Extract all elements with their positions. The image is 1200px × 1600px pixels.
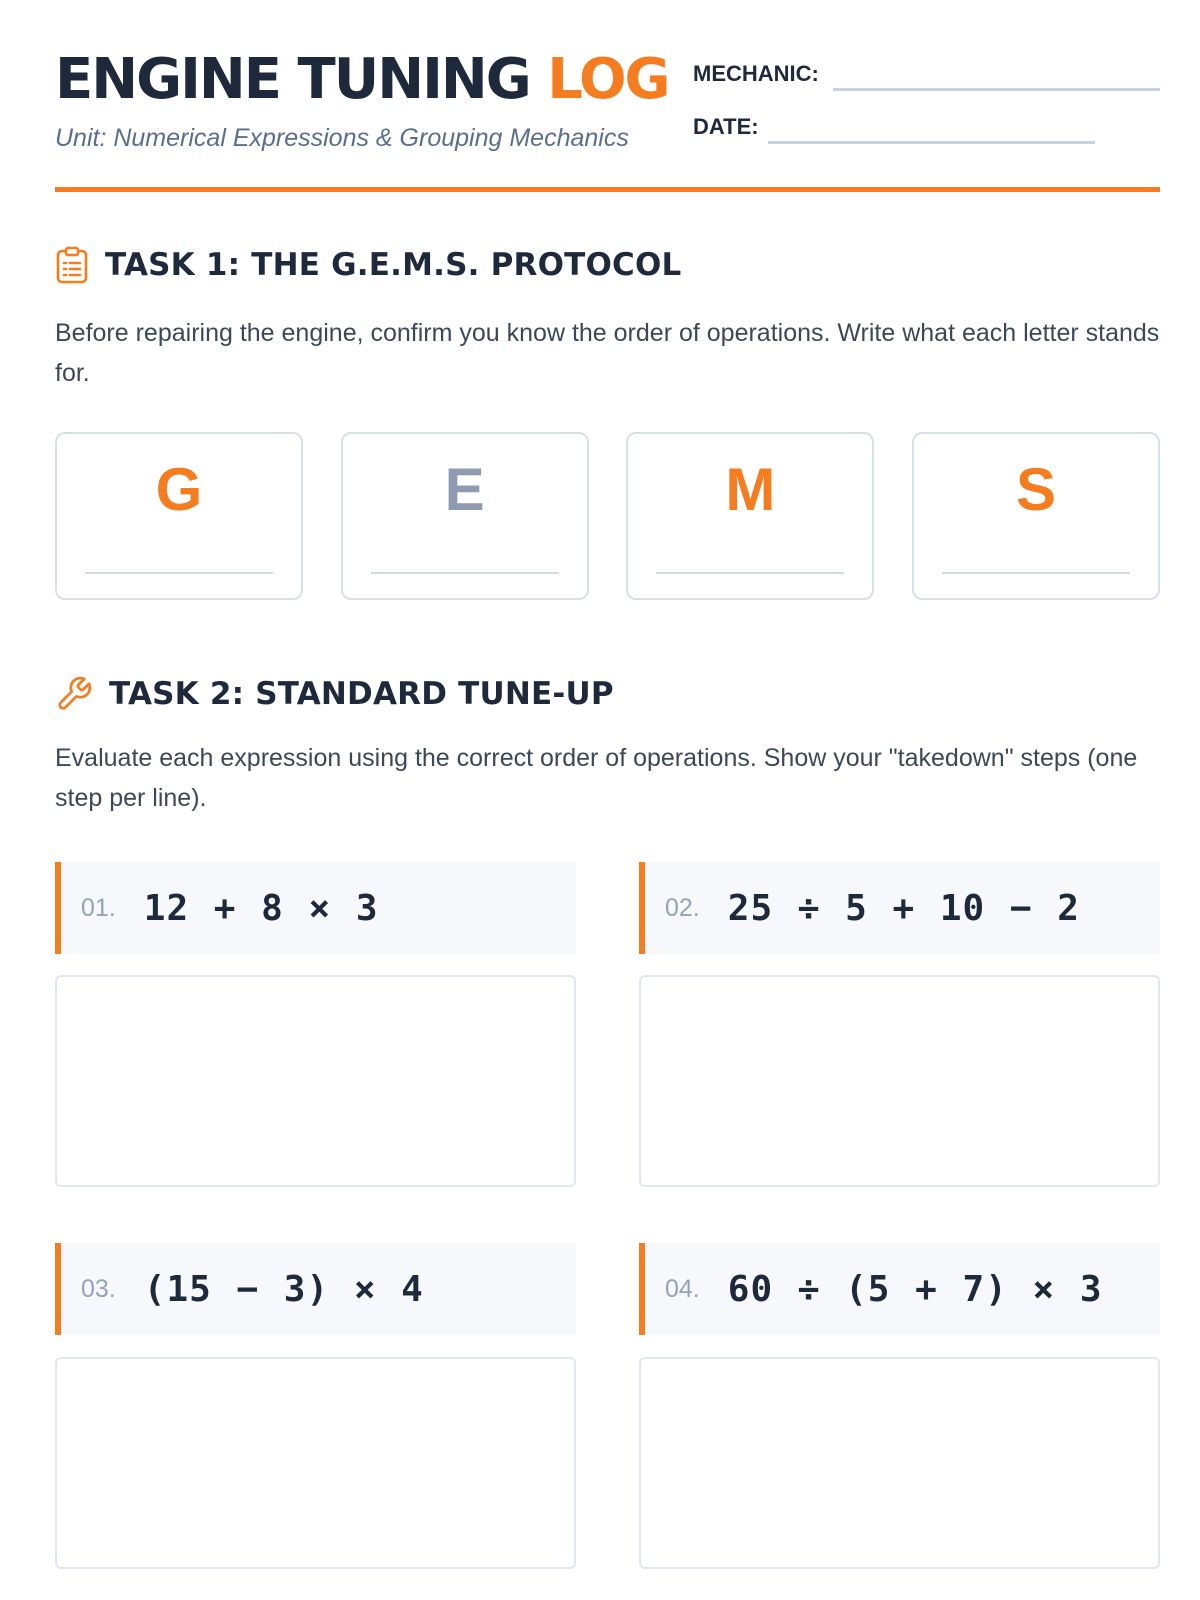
wrench-icon [55, 675, 93, 713]
title-accent: LOG [547, 47, 669, 112]
page-title [55, 47, 669, 112]
task1-heading [55, 246, 682, 284]
gem-answer-line[interactable] [656, 572, 844, 574]
unit-subtitle: Unit: Numerical Expressions & Grouping Mechanics [55, 124, 629, 152]
work-area-1[interactable] [55, 975, 576, 1187]
gem-letter: S [1015, 456, 1056, 523]
problem-header-4 [639, 1243, 1160, 1335]
gem-box-m[interactable] [626, 432, 874, 600]
work-area-3[interactable] [55, 1357, 576, 1569]
worksheet-header [55, 0, 1160, 195]
clipboard-icon [55, 246, 89, 284]
problem-header-1 [55, 862, 576, 954]
gem-letter: E [444, 456, 485, 523]
problem-expression: 60 ÷ (5 + 7) × 3 [727, 1268, 1103, 1310]
task1-title: TASK 1: THE G.E.M.S. PROTOCOL [105, 247, 682, 283]
gem-letter: M [725, 456, 776, 523]
gem-answer-line[interactable] [371, 572, 559, 574]
worksheet-page [55, 0, 1160, 1310]
header-divider [55, 187, 1160, 192]
problem-header-2 [639, 862, 1160, 954]
gem-answer-line[interactable] [85, 572, 273, 574]
mechanic-label: MECHANIC: [693, 61, 819, 86]
date-field[interactable] [768, 141, 1095, 144]
problem-expression: 12 + 8 × 3 [143, 887, 379, 929]
gem-box-e[interactable] [341, 432, 589, 600]
task2-heading [55, 675, 614, 713]
gem-letter: G [155, 456, 203, 523]
task2-title: TASK 2: STANDARD TUNE-UP [109, 676, 614, 712]
task1-description: Before repairing the engine, confirm you know the order of operations. Write what each letter stands for. [55, 319, 1160, 387]
date-label: DATE: [693, 114, 759, 139]
mechanic-field[interactable] [833, 88, 1160, 91]
work-area-2[interactable] [639, 975, 1160, 1187]
problem-number: 02. [665, 893, 700, 922]
title-main: ENGINE TUNING [55, 47, 530, 112]
problem-expression: 25 ÷ 5 + 10 − 2 [727, 887, 1080, 929]
problem-header-3 [55, 1243, 576, 1335]
work-area-4[interactable] [639, 1357, 1160, 1569]
gem-answer-line[interactable] [942, 572, 1130, 574]
problem-expression: (15 − 3) × 4 [143, 1268, 424, 1310]
problem-number: 01. [81, 893, 116, 922]
gem-box-g[interactable] [55, 432, 303, 600]
gem-box-s[interactable] [912, 432, 1160, 600]
problem-number: 03. [81, 1274, 116, 1303]
gems-boxes [55, 432, 1160, 600]
problem-number: 04. [665, 1274, 700, 1303]
task2-description: Evaluate each expression using the correct order of operations. Show your "takedown" steps (one step per line). [55, 744, 1138, 812]
